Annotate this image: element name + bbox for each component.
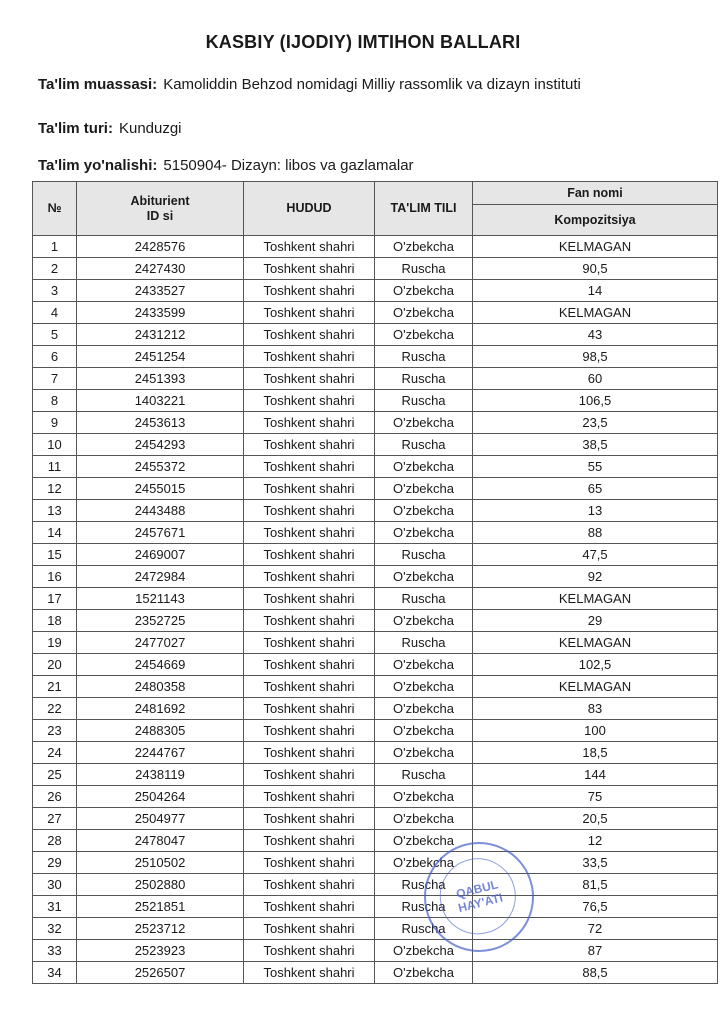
cell-region: Toshkent shahri — [244, 830, 375, 852]
cell-region: Toshkent shahri — [244, 808, 375, 830]
cell-number: 27 — [33, 808, 77, 830]
cell-number: 32 — [33, 918, 77, 940]
cell-language: O'zbekcha — [375, 456, 473, 478]
table-row — [33, 632, 718, 654]
cell-number: 9 — [33, 412, 77, 434]
table-row — [33, 742, 718, 764]
table-row — [33, 676, 718, 698]
cell-region: Toshkent shahri — [244, 456, 375, 478]
table-row — [33, 566, 718, 588]
cell-number: 7 — [33, 368, 77, 390]
results-table-body — [33, 236, 718, 984]
cell-region: Toshkent shahri — [244, 280, 375, 302]
cell-applicant-id: 2457671 — [77, 522, 244, 544]
cell-number: 10 — [33, 434, 77, 456]
col-header-region: HUDUD — [244, 182, 375, 236]
cell-score: 12 — [473, 830, 718, 852]
cell-region: Toshkent shahri — [244, 874, 375, 896]
cell-applicant-id: 2438119 — [77, 764, 244, 786]
cell-score: 14 — [473, 280, 718, 302]
cell-region: Toshkent shahri — [244, 588, 375, 610]
cell-score: 87 — [473, 940, 718, 962]
cell-region: Toshkent shahri — [244, 654, 375, 676]
table-row — [33, 786, 718, 808]
page-title: KASBIY (IJODIY) IMTIHON BALLARI — [205, 32, 521, 52]
cell-applicant-id: 2455015 — [77, 478, 244, 500]
table-row — [33, 434, 718, 456]
cell-language: Ruscha — [375, 874, 473, 896]
table-row — [33, 808, 718, 830]
cell-number: 1 — [33, 236, 77, 258]
cell-score: KELMAGAN — [473, 302, 718, 324]
cell-score: 98,5 — [473, 346, 718, 368]
direction-label: Ta'lim yo'nalishi: — [38, 157, 158, 174]
cell-number: 13 — [33, 500, 77, 522]
cell-language: O'zbekcha — [375, 676, 473, 698]
table-row — [33, 698, 718, 720]
cell-applicant-id: 2504264 — [77, 786, 244, 808]
cell-language: O'zbekcha — [375, 478, 473, 500]
cell-language: Ruscha — [375, 390, 473, 412]
cell-applicant-id: 2454669 — [77, 654, 244, 676]
cell-language: O'zbekcha — [375, 610, 473, 632]
cell-number: 12 — [33, 478, 77, 500]
cell-applicant-id: 2454293 — [77, 434, 244, 456]
cell-score: 144 — [473, 764, 718, 786]
col-header-applicant-id: Abiturient ID si — [77, 182, 244, 236]
table-row — [33, 390, 718, 412]
table-row — [33, 720, 718, 742]
table-row — [33, 522, 718, 544]
cell-score: KELMAGAN — [473, 236, 718, 258]
cell-language: O'zbekcha — [375, 808, 473, 830]
cell-applicant-id: 2481692 — [77, 698, 244, 720]
cell-applicant-id: 2469007 — [77, 544, 244, 566]
cell-applicant-id: 2352725 — [77, 610, 244, 632]
cell-score: 90,5 — [473, 258, 718, 280]
cell-applicant-id: 1403221 — [77, 390, 244, 412]
cell-language: O'zbekcha — [375, 522, 473, 544]
cell-applicant-id: 2453613 — [77, 412, 244, 434]
cell-applicant-id: 2451254 — [77, 346, 244, 368]
cell-language: O'zbekcha — [375, 962, 473, 984]
cell-region: Toshkent shahri — [244, 324, 375, 346]
cell-region: Toshkent shahri — [244, 852, 375, 874]
cell-number: 20 — [33, 654, 77, 676]
cell-language: O'zbekcha — [375, 566, 473, 588]
cell-region: Toshkent shahri — [244, 368, 375, 390]
cell-language: Ruscha — [375, 918, 473, 940]
cell-applicant-id: 2510502 — [77, 852, 244, 874]
cell-score: 75 — [473, 786, 718, 808]
cell-language: O'zbekcha — [375, 786, 473, 808]
cell-language: O'zbekcha — [375, 654, 473, 676]
cell-applicant-id: 2480358 — [77, 676, 244, 698]
cell-score: 81,5 — [473, 874, 718, 896]
cell-applicant-id: 1521143 — [77, 588, 244, 610]
cell-language: O'zbekcha — [375, 720, 473, 742]
cell-number: 29 — [33, 852, 77, 874]
cell-applicant-id: 2526507 — [77, 962, 244, 984]
table-row — [33, 764, 718, 786]
cell-number: 21 — [33, 676, 77, 698]
cell-language: O'zbekcha — [375, 742, 473, 764]
cell-region: Toshkent shahri — [244, 500, 375, 522]
cell-score: 13 — [473, 500, 718, 522]
direction-line — [38, 157, 414, 174]
cell-language: Ruscha — [375, 632, 473, 654]
table-row — [33, 852, 718, 874]
table-row — [33, 588, 718, 610]
cell-region: Toshkent shahri — [244, 940, 375, 962]
cell-score: 43 — [473, 324, 718, 346]
results-table — [32, 181, 718, 984]
table-row — [33, 962, 718, 984]
cell-number: 8 — [33, 390, 77, 412]
cell-language: Ruscha — [375, 368, 473, 390]
cell-score: KELMAGAN — [473, 676, 718, 698]
table-row — [33, 236, 718, 258]
cell-number: 26 — [33, 786, 77, 808]
cell-score: 88,5 — [473, 962, 718, 984]
cell-applicant-id: 2443488 — [77, 500, 244, 522]
table-row — [33, 918, 718, 940]
cell-language: O'zbekcha — [375, 412, 473, 434]
cell-region: Toshkent shahri — [244, 742, 375, 764]
cell-applicant-id: 2451393 — [77, 368, 244, 390]
cell-applicant-id: 2521851 — [77, 896, 244, 918]
cell-applicant-id: 2433527 — [77, 280, 244, 302]
table-row — [33, 896, 718, 918]
cell-number: 19 — [33, 632, 77, 654]
cell-number: 34 — [33, 962, 77, 984]
cell-score: 38,5 — [473, 434, 718, 456]
cell-number: 31 — [33, 896, 77, 918]
table-row — [33, 940, 718, 962]
cell-number: 23 — [33, 720, 77, 742]
cell-applicant-id: 2478047 — [77, 830, 244, 852]
institution-value: Kamoliddin Behzod nomidagi Milliy rassomlik va dizayn instituti — [163, 76, 581, 93]
cell-region: Toshkent shahri — [244, 566, 375, 588]
cell-region: Toshkent shahri — [244, 632, 375, 654]
cell-number: 33 — [33, 940, 77, 962]
cell-region: Toshkent shahri — [244, 434, 375, 456]
cell-language: O'zbekcha — [375, 280, 473, 302]
cell-applicant-id: 2488305 — [77, 720, 244, 742]
cell-score: 20,5 — [473, 808, 718, 830]
cell-score: 72 — [473, 918, 718, 940]
cell-region: Toshkent shahri — [244, 236, 375, 258]
cell-number: 16 — [33, 566, 77, 588]
cell-score: KELMAGAN — [473, 632, 718, 654]
cell-applicant-id: 2523712 — [77, 918, 244, 940]
cell-applicant-id: 2427430 — [77, 258, 244, 280]
table-row — [33, 302, 718, 324]
cell-region: Toshkent shahri — [244, 412, 375, 434]
cell-applicant-id: 2244767 — [77, 742, 244, 764]
table-row — [33, 346, 718, 368]
cell-score: KELMAGAN — [473, 588, 718, 610]
cell-region: Toshkent shahri — [244, 522, 375, 544]
cell-region: Toshkent shahri — [244, 896, 375, 918]
cell-applicant-id: 2477027 — [77, 632, 244, 654]
cell-score: 106,5 — [473, 390, 718, 412]
cell-number: 3 — [33, 280, 77, 302]
cell-language: O'zbekcha — [375, 236, 473, 258]
cell-region: Toshkent shahri — [244, 698, 375, 720]
cell-language: Ruscha — [375, 346, 473, 368]
cell-score: 47,5 — [473, 544, 718, 566]
cell-number: 11 — [33, 456, 77, 478]
education-type-value: Kunduzgi — [118, 120, 182, 137]
table-row — [33, 874, 718, 896]
cell-applicant-id: 2455372 — [77, 456, 244, 478]
cell-score: 23,5 — [473, 412, 718, 434]
cell-score: 88 — [473, 522, 718, 544]
cell-applicant-id: 2431212 — [77, 324, 244, 346]
cell-number: 6 — [33, 346, 77, 368]
cell-region: Toshkent shahri — [244, 764, 375, 786]
col-header-subject: Kompozitsiya — [473, 205, 718, 236]
cell-score: 55 — [473, 456, 718, 478]
cell-number: 5 — [33, 324, 77, 346]
table-row — [33, 610, 718, 632]
cell-language: Ruscha — [375, 258, 473, 280]
cell-language: O'zbekcha — [375, 940, 473, 962]
cell-region: Toshkent shahri — [244, 786, 375, 808]
cell-region: Toshkent shahri — [244, 258, 375, 280]
cell-region: Toshkent shahri — [244, 918, 375, 940]
cell-region: Toshkent shahri — [244, 962, 375, 984]
cell-applicant-id: 2433599 — [77, 302, 244, 324]
cell-region: Toshkent shahri — [244, 610, 375, 632]
cell-number: 4 — [33, 302, 77, 324]
education-type-label: Ta'lim turi: — [38, 120, 113, 137]
table-row — [33, 368, 718, 390]
cell-number: 30 — [33, 874, 77, 896]
table-row — [33, 830, 718, 852]
col-header-language: TA'LIM TILI — [375, 182, 473, 236]
cell-applicant-id: 2504977 — [77, 808, 244, 830]
cell-number: 28 — [33, 830, 77, 852]
col-header-subject-group: Fan nomi — [473, 182, 718, 205]
cell-language: Ruscha — [375, 544, 473, 566]
cell-score: 100 — [473, 720, 718, 742]
cell-score: 18,5 — [473, 742, 718, 764]
cell-region: Toshkent shahri — [244, 720, 375, 742]
cell-applicant-id: 2428576 — [77, 236, 244, 258]
cell-applicant-id: 2502880 — [77, 874, 244, 896]
cell-language: O'zbekcha — [375, 324, 473, 346]
table-row — [33, 478, 718, 500]
cell-number: 15 — [33, 544, 77, 566]
cell-applicant-id: 2472984 — [77, 566, 244, 588]
cell-region: Toshkent shahri — [244, 346, 375, 368]
institution-line — [38, 76, 581, 93]
cell-score: 29 — [473, 610, 718, 632]
col-header-number: № — [33, 182, 77, 236]
cell-number: 17 — [33, 588, 77, 610]
cell-score: 33,5 — [473, 852, 718, 874]
cell-language: O'zbekcha — [375, 852, 473, 874]
cell-number: 2 — [33, 258, 77, 280]
cell-language: O'zbekcha — [375, 500, 473, 522]
cell-language: Ruscha — [375, 896, 473, 918]
cell-applicant-id: 2523923 — [77, 940, 244, 962]
cell-score: 83 — [473, 698, 718, 720]
cell-number: 25 — [33, 764, 77, 786]
cell-number: 18 — [33, 610, 77, 632]
cell-score: 102,5 — [473, 654, 718, 676]
cell-region: Toshkent shahri — [244, 544, 375, 566]
cell-number: 24 — [33, 742, 77, 764]
cell-region: Toshkent shahri — [244, 478, 375, 500]
cell-region: Toshkent shahri — [244, 676, 375, 698]
cell-language: O'zbekcha — [375, 698, 473, 720]
cell-score: 60 — [473, 368, 718, 390]
direction-value: 5150904- Dizayn: libos va gazlamalar — [163, 157, 414, 174]
cell-score: 65 — [473, 478, 718, 500]
cell-region: Toshkent shahri — [244, 302, 375, 324]
cell-number: 14 — [33, 522, 77, 544]
cell-score: 76,5 — [473, 896, 718, 918]
cell-language: Ruscha — [375, 764, 473, 786]
table-row — [33, 412, 718, 434]
table-row — [33, 280, 718, 302]
table-row — [33, 456, 718, 478]
cell-language: O'zbekcha — [375, 830, 473, 852]
cell-region: Toshkent shahri — [244, 390, 375, 412]
table-row — [33, 544, 718, 566]
table-row — [33, 258, 718, 280]
education-type-line — [38, 120, 182, 137]
cell-score: 92 — [473, 566, 718, 588]
table-row — [33, 324, 718, 346]
cell-language: Ruscha — [375, 434, 473, 456]
cell-language: Ruscha — [375, 588, 473, 610]
cell-number: 22 — [33, 698, 77, 720]
table-row — [33, 500, 718, 522]
table-row — [33, 654, 718, 676]
stamp-text: QABUL HAY'ATI — [454, 877, 505, 916]
institution-label: Ta'lim muassasi: — [38, 76, 158, 93]
cell-language: O'zbekcha — [375, 302, 473, 324]
